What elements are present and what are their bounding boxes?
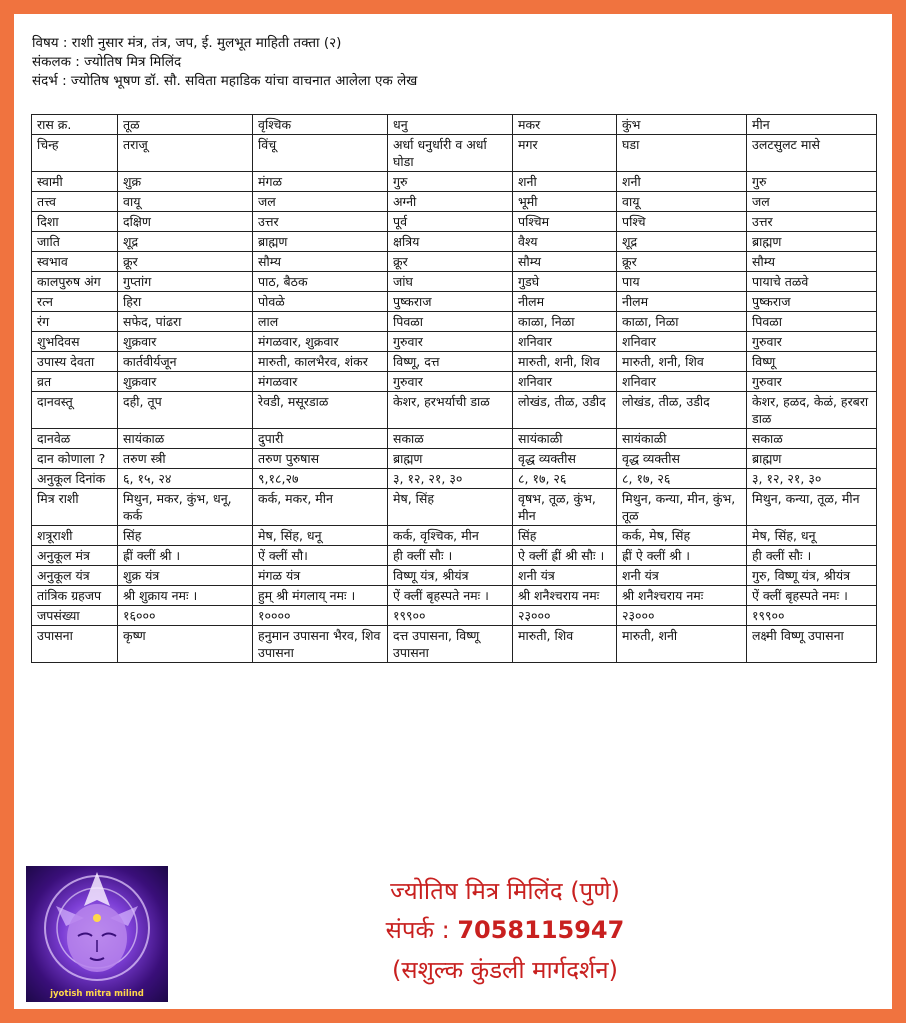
row-label-cell: स्वामी bbox=[32, 172, 118, 192]
table-cell: शुक्रवार bbox=[118, 372, 253, 392]
table-row bbox=[32, 372, 877, 392]
table-cell: ८, १७, २६ bbox=[617, 469, 747, 489]
table-cell: ह्रीं ऐ क्लीं श्री । bbox=[617, 546, 747, 566]
table-cell: मेष, सिंह, धनू bbox=[253, 526, 388, 546]
table-row bbox=[32, 192, 877, 212]
table-cell: सौम्य bbox=[513, 252, 617, 272]
row-label-cell: चिन्ह bbox=[32, 135, 118, 172]
table-cell: ब्राह्मण bbox=[747, 232, 877, 252]
table-cell: उलटसुलट मासे bbox=[747, 135, 877, 172]
contact-block bbox=[245, 872, 765, 990]
table-cell: मिथुन, कन्या, तूळ, मीन bbox=[747, 489, 877, 526]
row-label-cell: जपसंख्या bbox=[32, 606, 118, 626]
table-cell: विष्णू यंत्र, श्रीयंत्र bbox=[388, 566, 513, 586]
table-cell: केशर, हळद, केळं, हरबरा डाळ bbox=[747, 392, 877, 429]
table-cell: अर्धा धनुर्धारी व अर्धा घोडा bbox=[388, 135, 513, 172]
table-cell: केशर, हरभर्याची डाळ bbox=[388, 392, 513, 429]
table-cell: गुरुवार bbox=[388, 372, 513, 392]
table-cell: सकाळ bbox=[747, 429, 877, 449]
table-cell: शनी यंत्र bbox=[513, 566, 617, 586]
table-cell: पाठ, बैठक bbox=[253, 272, 388, 292]
document-header bbox=[32, 34, 872, 91]
table-cell: हुम् श्री मंगलाय् नमः । bbox=[253, 586, 388, 606]
phone-number[interactable]: 7058115947 bbox=[457, 916, 625, 944]
table-cell: ३, १२, २१, ३० bbox=[388, 469, 513, 489]
table-cell: पश्चिम bbox=[513, 212, 617, 232]
table-cell: ९,१८,२७ bbox=[253, 469, 388, 489]
table-cell: वृद्ध व्यक्तीस bbox=[513, 449, 617, 469]
table-cell: पुष्कराज bbox=[747, 292, 877, 312]
table-cell: पूर्व bbox=[388, 212, 513, 232]
table-cell: १९९०० bbox=[747, 606, 877, 626]
table-cell: ६, १५, २४ bbox=[118, 469, 253, 489]
table-row bbox=[32, 526, 877, 546]
table-cell: ब्राह्मण bbox=[253, 232, 388, 252]
row-label-cell: तांत्रिक ग्रहजप bbox=[32, 586, 118, 606]
table-cell: १९९०० bbox=[388, 606, 513, 626]
table-cell: मारुती, शनी bbox=[617, 626, 747, 663]
row-label-cell: रंग bbox=[32, 312, 118, 332]
table-cell: लोखंड, तीळ, उडीद bbox=[617, 392, 747, 429]
table-cell: पुष्कराज bbox=[388, 292, 513, 312]
table-cell: २३००० bbox=[617, 606, 747, 626]
table-cell: ह्रीं क्लीं श्री । bbox=[118, 546, 253, 566]
table-cell: शनी bbox=[617, 172, 747, 192]
compiler-line: संकलक : ज्योतिष मित्र मिलिंद bbox=[32, 54, 182, 70]
table-cell: ८, १७, २६ bbox=[513, 469, 617, 489]
rashi-info-table bbox=[31, 114, 877, 663]
table-row bbox=[32, 352, 877, 372]
row-label-cell: शत्रूराशी bbox=[32, 526, 118, 546]
table-cell: दुपारी bbox=[253, 429, 388, 449]
table-cell: पोवळे bbox=[253, 292, 388, 312]
table-cell: लोखंड, तीळ, उडीद bbox=[513, 392, 617, 429]
table-cell: दत्त उपासना, विष्णू उपासना bbox=[388, 626, 513, 663]
service-line: (सशुल्क कुंडली मार्गदर्शन) bbox=[391, 956, 618, 984]
table-cell: विष्णू bbox=[747, 352, 877, 372]
table-cell: तरुण स्त्री bbox=[118, 449, 253, 469]
table-cell: शनिवार bbox=[513, 332, 617, 352]
table-row bbox=[32, 232, 877, 252]
table-row bbox=[32, 272, 877, 292]
row-label-cell: मित्र राशी bbox=[32, 489, 118, 526]
table-cell: ही क्लीं सौः । bbox=[388, 546, 513, 566]
table-cell: विंचू bbox=[253, 135, 388, 172]
table-cell: मंगळ यंत्र bbox=[253, 566, 388, 586]
table-cell: कुंभ bbox=[617, 115, 747, 135]
table-cell: लक्ष्मी विष्णू उपासना bbox=[747, 626, 877, 663]
table-cell: श्री शुक्राय नमः । bbox=[118, 586, 253, 606]
table-cell: पिवळा bbox=[747, 312, 877, 332]
table-cell: अग्नी bbox=[388, 192, 513, 212]
table-header-row bbox=[32, 115, 877, 135]
table-cell: घडा bbox=[617, 135, 747, 172]
table-cell: तूळ bbox=[118, 115, 253, 135]
table-cell: पश्चि bbox=[617, 212, 747, 232]
table-cell: सकाळ bbox=[388, 429, 513, 449]
logo-caption: jyotish mitra milind bbox=[50, 989, 144, 999]
table-row bbox=[32, 212, 877, 232]
table-cell: कर्क, मकर, मीन bbox=[253, 489, 388, 526]
table-cell: ही क्लीं सौः । bbox=[747, 546, 877, 566]
table-cell: श्री शनैश्चराय नमः bbox=[617, 586, 747, 606]
table-cell: मंगळ bbox=[253, 172, 388, 192]
table-cell: सायंकाळी bbox=[513, 429, 617, 449]
table-cell: गुरु bbox=[388, 172, 513, 192]
table-cell: कर्क, मेष, सिंह bbox=[617, 526, 747, 546]
table-cell: वृद्ध व्यक्तीस bbox=[617, 449, 747, 469]
row-label-cell: दानवेळ bbox=[32, 429, 118, 449]
table-cell: गुरुवार bbox=[747, 372, 877, 392]
table-cell: गुप्तांग bbox=[118, 272, 253, 292]
table-cell: वृश्चिक bbox=[253, 115, 388, 135]
astrologer-name: ज्योतिष मित्र मिलिंद (पुणे) bbox=[390, 877, 620, 905]
table-row bbox=[32, 449, 877, 469]
row-label-cell: दानवस्तू bbox=[32, 392, 118, 429]
table-row bbox=[32, 429, 877, 449]
table-cell: कर्क, वृश्चिक, मीन bbox=[388, 526, 513, 546]
table-cell: ब्राह्मण bbox=[388, 449, 513, 469]
row-label-cell: स्वभाव bbox=[32, 252, 118, 272]
table-cell: १६००० bbox=[118, 606, 253, 626]
table-cell: वायू bbox=[617, 192, 747, 212]
row-label-cell: शुभदिवस bbox=[32, 332, 118, 352]
table-cell: जल bbox=[747, 192, 877, 212]
row-label-cell: दिशा bbox=[32, 212, 118, 232]
table-cell: नीलम bbox=[617, 292, 747, 312]
table-cell: शनिवार bbox=[617, 372, 747, 392]
row-label-cell: व्रत bbox=[32, 372, 118, 392]
table-cell: उत्तर bbox=[253, 212, 388, 232]
table-cell: विष्णू, दत्त bbox=[388, 352, 513, 372]
table-cell: गुरु, विष्णू यंत्र, श्रीयंत्र bbox=[747, 566, 877, 586]
table-cell: गुरु bbox=[747, 172, 877, 192]
table-cell: मारुती, शनी, शिव bbox=[617, 352, 747, 372]
table-cell: गुरुवार bbox=[747, 332, 877, 352]
table-cell: मकर bbox=[513, 115, 617, 135]
table-cell: श्री शनैश्चराय नमः bbox=[513, 586, 617, 606]
table-cell: दही, तूप bbox=[118, 392, 253, 429]
row-label-cell: कालपुरुष अंग bbox=[32, 272, 118, 292]
table-cell: ऐं क्लीं बृहस्पते नमः । bbox=[388, 586, 513, 606]
table-cell: मिथुन, कन्या, मीन, कुंभ, तूळ bbox=[617, 489, 747, 526]
table-cell: मेष, सिंह, धनू bbox=[747, 526, 877, 546]
table-cell: तराजू bbox=[118, 135, 253, 172]
table-cell: शूद्र bbox=[617, 232, 747, 252]
table-row bbox=[32, 135, 877, 172]
table-cell: कार्तवीर्यजून bbox=[118, 352, 253, 372]
reference-line: संदर्भ : ज्योतिष भूषण डॉ. सौ. सविता महाडिक यांचा वाचनात आलेला एक लेख bbox=[32, 73, 418, 89]
table-cell: शूद्र bbox=[118, 232, 253, 252]
table-cell: काळा, निळा bbox=[513, 312, 617, 332]
table-cell: पायाचे तळवे bbox=[747, 272, 877, 292]
table-cell: लाल bbox=[253, 312, 388, 332]
table-cell: शनी bbox=[513, 172, 617, 192]
table-cell: ३, १२, २१, ३० bbox=[747, 469, 877, 489]
row-label-cell: रत्न bbox=[32, 292, 118, 312]
table-cell: रेवडी, मसूरडाळ bbox=[253, 392, 388, 429]
table-row bbox=[32, 586, 877, 606]
table-cell: क्रूर bbox=[388, 252, 513, 272]
table-cell: सफेद, पांढरा bbox=[118, 312, 253, 332]
table-row bbox=[32, 172, 877, 192]
table-cell: वैश्य bbox=[513, 232, 617, 252]
table-row bbox=[32, 252, 877, 272]
table-cell: मेष, सिंह bbox=[388, 489, 513, 526]
table-cell: जांघ bbox=[388, 272, 513, 292]
row-label-cell: अनुकूल मंत्र bbox=[32, 546, 118, 566]
table-cell: हनुमान उपासना भैरव, शिव उपासना bbox=[253, 626, 388, 663]
meditation-face-icon bbox=[26, 866, 168, 1002]
row-label-cell: उपास्य देवता bbox=[32, 352, 118, 372]
table-row bbox=[32, 292, 877, 312]
table-cell: मारुती, शिव bbox=[513, 626, 617, 663]
table-cell: काळा, निळा bbox=[617, 312, 747, 332]
logo-image bbox=[26, 866, 168, 1002]
row-label-cell: तत्त्व bbox=[32, 192, 118, 212]
table-cell: १०००० bbox=[253, 606, 388, 626]
row-label-cell: दान कोणाला ? bbox=[32, 449, 118, 469]
table-row bbox=[32, 626, 877, 663]
table-cell: सिंह bbox=[513, 526, 617, 546]
table-cell: मगर bbox=[513, 135, 617, 172]
table-cell: सिंह bbox=[118, 526, 253, 546]
table-cell: तरुण पुरुषास bbox=[253, 449, 388, 469]
table-cell: सौम्य bbox=[747, 252, 877, 272]
table-cell: पाय bbox=[617, 272, 747, 292]
table-cell: गुडघे bbox=[513, 272, 617, 292]
table-row bbox=[32, 566, 877, 586]
table-cell: वृषभ, तूळ, कुंभ, मीन bbox=[513, 489, 617, 526]
table-cell: दक्षिण bbox=[118, 212, 253, 232]
table-cell: मिथुन, मकर, कुंभ, धनू, कर्क bbox=[118, 489, 253, 526]
table-row bbox=[32, 469, 877, 489]
table-cell: शनी यंत्र bbox=[617, 566, 747, 586]
table-cell: शनिवार bbox=[617, 332, 747, 352]
table-cell: ऐं क्लीं बृहस्पते नमः । bbox=[747, 586, 877, 606]
table-cell: ऐं क्लीं सौ। bbox=[253, 546, 388, 566]
table-cell: वायू bbox=[118, 192, 253, 212]
table-cell: शनिवार bbox=[513, 372, 617, 392]
table-cell: ऐ क्लीं ह्रीं श्री सौः । bbox=[513, 546, 617, 566]
table-cell: मारुती, कालभैरव, शंकर bbox=[253, 352, 388, 372]
table-cell: पिवळा bbox=[388, 312, 513, 332]
table-cell: क्षत्रिय bbox=[388, 232, 513, 252]
row-label-cell: उपासना bbox=[32, 626, 118, 663]
table-cell: सायंकाळ bbox=[118, 429, 253, 449]
table-cell: ब्राह्मण bbox=[747, 449, 877, 469]
row-label-cell: अनुकूल दिनांक bbox=[32, 469, 118, 489]
table-cell: गुरुवार bbox=[388, 332, 513, 352]
subject-line: विषय : राशी नुसार मंत्र, तंत्र, जप, ई. मुलभूत माहिती तक्ता (२) bbox=[32, 35, 342, 51]
row-label-cell: जाति bbox=[32, 232, 118, 252]
table-cell: नीलम bbox=[513, 292, 617, 312]
contact-label: संपर्क : bbox=[385, 916, 450, 944]
table-row bbox=[32, 312, 877, 332]
table-cell: शुक्र यंत्र bbox=[118, 566, 253, 586]
table-cell: क्रूर bbox=[617, 252, 747, 272]
table-cell: मंगळवार, शुक्रवार bbox=[253, 332, 388, 352]
table-cell: भूमी bbox=[513, 192, 617, 212]
table-cell: शुक्रवार bbox=[118, 332, 253, 352]
contact-line bbox=[245, 910, 765, 950]
table-cell: सौम्य bbox=[253, 252, 388, 272]
table-cell: धनु bbox=[388, 115, 513, 135]
table-cell: मीन bbox=[747, 115, 877, 135]
table-cell: मंगळवार bbox=[253, 372, 388, 392]
table-cell: जल bbox=[253, 192, 388, 212]
row-label-cell: अनुकूल यंत्र bbox=[32, 566, 118, 586]
table-cell: क्रूर bbox=[118, 252, 253, 272]
table-cell: मारुती, शनी, शिव bbox=[513, 352, 617, 372]
table-cell: शुक्र bbox=[118, 172, 253, 192]
table-row bbox=[32, 392, 877, 429]
table-cell: उत्तर bbox=[747, 212, 877, 232]
table-cell: २३००० bbox=[513, 606, 617, 626]
table-row bbox=[32, 489, 877, 526]
table-row bbox=[32, 606, 877, 626]
table-row bbox=[32, 546, 877, 566]
table-row bbox=[32, 332, 877, 352]
row-label-cell: रास क्र. bbox=[32, 115, 118, 135]
table-cell: हिरा bbox=[118, 292, 253, 312]
table-cell: सायंकाळी bbox=[617, 429, 747, 449]
table-cell: कृष्ण bbox=[118, 626, 253, 663]
